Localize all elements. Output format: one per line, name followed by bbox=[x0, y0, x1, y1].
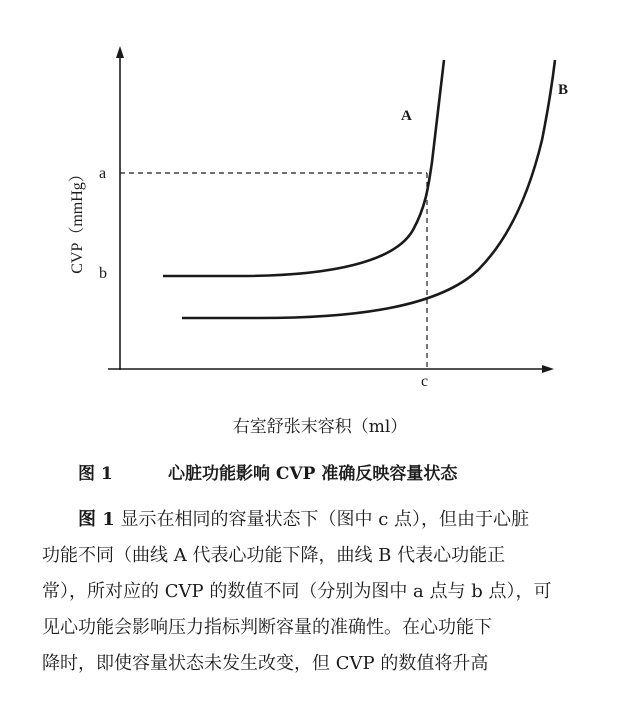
curve-a bbox=[163, 60, 444, 276]
body-paragraph bbox=[42, 502, 620, 682]
caption-number: 图 1 bbox=[78, 464, 113, 484]
figure-reference: 图 1 bbox=[78, 509, 115, 530]
caption-title: 心脏功能影响 CVP 准确反映容量状态 bbox=[168, 464, 458, 484]
body-line: 常），所对应的 CVP 的数值不同（分别为图中 a 点与 b 点），可 bbox=[42, 581, 552, 602]
figure-caption bbox=[78, 461, 618, 487]
y-tick-b: b bbox=[99, 265, 107, 282]
curve-b bbox=[182, 60, 555, 318]
y-axis-arrow bbox=[116, 46, 124, 58]
x-tick-c: c bbox=[421, 373, 429, 390]
body-line: 降时，即使容量状态未发生改变，但 CVP 的数值将升高 bbox=[42, 653, 489, 674]
curve-a-label: A bbox=[401, 108, 412, 124]
y-tick-a: a bbox=[99, 165, 107, 182]
body-line: 见心功能会影响压力指标判断容量的准确性。在心功能下 bbox=[42, 617, 492, 638]
x-axis-label: 右室舒张末容积（ml） bbox=[232, 417, 408, 437]
y-axis-label: CVP（mmHg） bbox=[69, 166, 86, 274]
curve-b-label: B bbox=[558, 82, 569, 98]
body-line: 图 1 显示在相同的容量状态下（图中 c 点），但由于心脏 bbox=[78, 509, 530, 530]
x-axis-arrow bbox=[542, 365, 554, 373]
body-line: 功能不同（曲线 A 代表心功能下降，曲线 B 代表心功能正 bbox=[42, 545, 506, 566]
